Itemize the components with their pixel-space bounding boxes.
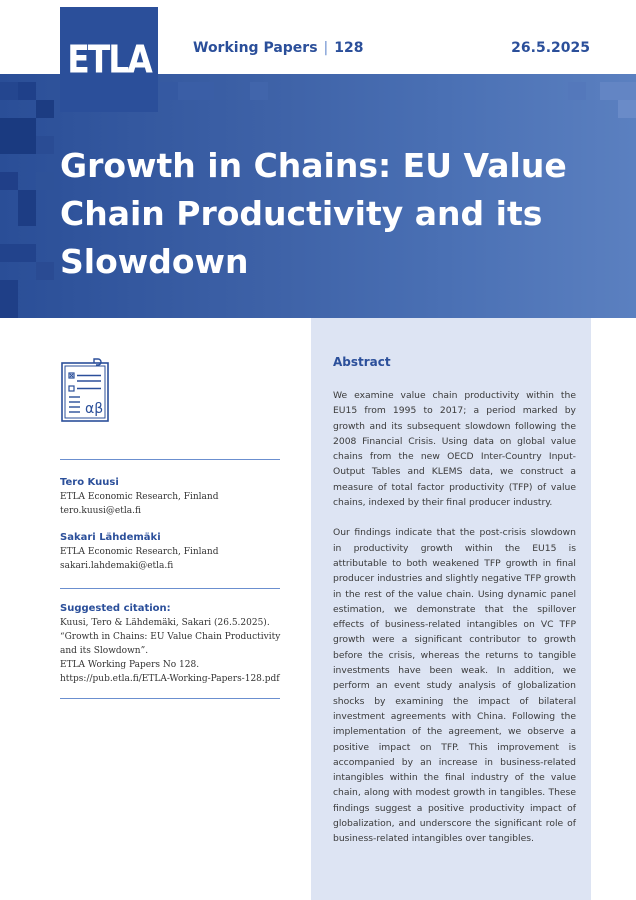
decor-square	[36, 262, 54, 280]
decor-square	[18, 82, 36, 100]
abstract-paragraph-2: Our findings indicate that the post-crisis slowdown in productivity growth within the EU15 is attributable to both weakened TFP growth in final producer industries and slightly negative TFP growth in the rest of the value chain. Using dynamic panel estimation, we demonstrate that the spillover effects of business-related intangibles on VC TFP growth were a significant contributor to growth before the crisis, whereas the returns to tangible investments have been weak. In addition, we perform an event study analysis of globalization shocks by examining the impact of bilateral investment agreements with China. Following the implementation of the agreement, we observe a positive impact on TFP. This improvement is accompanied by an increase in business-related intangibles within the final industry of the value chain, along with modest growth in tangibles. These findings suggest a positive productivity impact of globalization, and underscore the significant role of business-related intangibles over tangibles.	[333, 527, 576, 845]
author-name: Tero Kuusi	[60, 477, 119, 488]
decor-square	[250, 82, 268, 100]
document-alpha-beta-icon	[60, 358, 112, 424]
decor-square	[0, 82, 18, 100]
abstract-text	[333, 388, 576, 847]
decor-square	[160, 82, 178, 100]
divider	[60, 459, 280, 460]
divider	[60, 698, 280, 699]
citation-line: ETLA Working Papers No 128.	[60, 660, 200, 670]
author-email[interactable]: sakari.lahdemaki@etla.fi	[60, 561, 174, 571]
divider	[60, 588, 280, 589]
etla-logo	[60, 7, 158, 112]
author-email[interactable]: tero.kuusi@etla.fi	[60, 506, 141, 516]
series-label	[193, 40, 363, 56]
decor-square	[600, 82, 636, 100]
author-affiliation: ETLA Economic Research, Finland	[60, 492, 219, 502]
citation-link[interactable]: https://pub.etla.fi/ETLA-Working-Papers-128.pdf	[60, 674, 280, 684]
citation-line: “Growth in Chains: EU Value Chain Productivity	[60, 632, 281, 642]
abstract-paragraph-1: We examine value chain productivity within the EU15 from 1995 to 2017; a period marked by growth and its subsequent slowdown following the 2008 Financial Crisis. Using data on global value chains from the new OECD Inter-Country Input-Output Tables and KLEMS data, we construct a measure of total factor productivity (TFP) of value chains, indexed by their final producer industry.	[333, 390, 576, 509]
decor-square	[568, 82, 586, 100]
icon-label: αβ	[85, 401, 104, 417]
decor-square	[178, 82, 214, 100]
decor-square	[0, 172, 18, 190]
decor-square	[36, 136, 54, 154]
decor-square	[18, 190, 36, 226]
citation-line: and its Slowdown”.	[60, 646, 149, 656]
decor-square	[36, 172, 54, 190]
decor-square	[0, 118, 36, 154]
publication-date: 26.5.2025	[511, 40, 590, 56]
paper-title: Growth in Chains: EU Value Chain Productivity and its Slowdown	[60, 146, 567, 281]
logo-text: ETLA	[67, 37, 151, 82]
series-name: Working Papers	[193, 40, 318, 56]
author-affiliation: ETLA Economic Research, Finland	[60, 547, 219, 557]
abstract-heading: Abstract	[333, 355, 391, 369]
decor-square	[0, 244, 36, 262]
decor-square	[0, 280, 18, 318]
series-number: 128	[334, 40, 364, 56]
decor-square	[36, 100, 54, 118]
citation-heading: Suggested citation:	[60, 603, 171, 614]
author-name: Sakari Lähdemäki	[60, 532, 161, 543]
series-separator: |	[323, 40, 329, 56]
citation-line: Kuusi, Tero & Lähdemäki, Sakari (26.5.2025).	[60, 618, 270, 628]
decor-square	[618, 100, 636, 118]
